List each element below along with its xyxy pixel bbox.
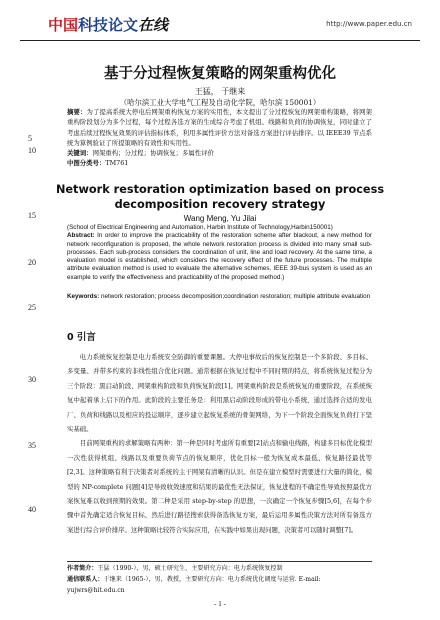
- authors-en: Wang Meng, Yu Jilai: [183, 214, 257, 223]
- site-url-link[interactable]: http://www.paper.edu.cn: [326, 20, 412, 28]
- body-paragraph: 电力系统恢复控制是电力系统安全防御的重要课题。大停电事故后的恢复控制是一个多阶段、多目标、多变量、并带多约束的非线性组合优化问题。通常根据在恢复过程中不同时期的特点，将系统恢复过程分为三个阶段：黑启动阶段、网架重构阶段和负荷恢复阶段[1]。网架重构阶段是系统恢复的重要阶段，在系统恢复中起着承上启下的作用。此阶段的主要任务是：利用黑启动阶段形成的带电小系统，通过选择合适的发电厂、负荷和线路以及相应的投运顺序，逐步建立起恢复系统的骨架网络，为下一个阶段全面恢复负荷打下坚实基础。: [67, 353, 372, 434]
- abstract-en: [67, 224, 372, 282]
- abstract-zh-text: 为了提高系统大停电后网架重构恢复方案的实用性，本文提出了分过程恢复的网架重构策略，将网架重构阶段划分为多个过程，每个过程各选方案的生成综合考虑了机组、线路和负荷的协调恢复，同时建立了考虑后续过程恢复效果的评估指标体系，利用多属性评价方法对备选方案进行评估排序。以 IEEE39 节点系统为算例验证了所提策略的有效性和实用性。: [67, 108, 373, 147]
- line-number: 15: [28, 211, 36, 220]
- paper-title-en-line2: decomposition recovery strategy: [114, 197, 326, 211]
- paper-title-zh: 基于分过程恢复策略的网架重构优化: [104, 66, 336, 82]
- line-number: 20: [28, 258, 36, 267]
- body-paragraph: 目前网架重构的求解策略有两种：第一种是同时考虑所有重要[2]站点和输电线路，构建多目标优化模型一次性获得机组、线路以及重要负荷节点的恢复顺序，优化目标一般为恢复成本最低、恢复路径最优等[2,3]。这种策略有利于决策者对系统的主干网架有清晰的认识。但是在建立模型时需要进行大量的简化，模型的 NP-complete 问题[4]是导致收敛速度和结果的最优性无法保证，恢复进程的不确定性导致按照最优方案恢复难以收到预期的效果。第二种是采用 step-by-step 的思想，一次确定一个恢复步骤[5,6]，在每个步骤中首先确定适合恢复目标，然后进行路径搜索获得备选恢复方案，最后运用多属性决策方法对所有备选方案进行综合评价排序。这种策略比较符合实际应用，在实践中如果出现问题，决策者可以随时调整[7]。: [67, 439, 372, 534]
- keywords-zh-text: 网架重构；分过程；协调恢复；多属性评价: [92, 149, 214, 157]
- clc-zh: [67, 158, 372, 168]
- abstract-en-text: In order to improve the practicability of the restoration scheme after blackout, a new method for network reconfiguration is proposed, the whole network restoration process is divided into many small sub-processes. Each sub-process considers the coordination of unit, line and load recovery. At the same time, a evaluation model is established, which considers the recovery effect of the future processes. The multiple attribute evaluation method is used to evaluate the alternative schemes. IEEE 39-bus system is used as an example to verify the effectiveness and practicability of the proposed method.): [67, 232, 372, 281]
- body-text: [67, 350, 372, 537]
- keywords-en-label: Keywords:: [67, 293, 100, 300]
- keywords-zh: [67, 148, 372, 158]
- keywords-en-text: network restoration; process decomposition;coordination restoration; multiple attribute evaluation: [100, 293, 371, 300]
- site-logo[interactable]: 中国科技论文在线: [48, 16, 169, 34]
- keywords-zh-label: 关键词：: [67, 149, 93, 157]
- authors-zh: 王猛， 于继来: [194, 87, 246, 96]
- affiliation-zh: （哈尔滨工业大学电气工程及自动化学院，哈尔滨 150001）: [119, 98, 321, 107]
- abstract-zh-label: 摘要：: [67, 108, 87, 116]
- line-number: 35: [28, 441, 36, 450]
- footnotes: [67, 561, 372, 596]
- affiliation-en: (School of Electrical Engineering and Automation, Harbin Institute of Technology,Harbin150001): [67, 224, 333, 231]
- line-number: 25: [28, 303, 36, 312]
- section-title-intro: 0 引言: [67, 332, 96, 343]
- paper-title-en-line1: Network restoration optimization based on process: [55, 183, 385, 196]
- line-number: 30: [28, 375, 36, 384]
- keywords-en: [67, 293, 372, 301]
- clc-zh-text: TM761: [105, 159, 129, 167]
- footnote-corresponding-author: 通信联系人：于继来（1965-），男，教授，主要研究方向：电力系统优化调度与运营. E-mail: yujwrs@hit.edu.cn: [67, 576, 321, 594]
- line-number: 40: [28, 505, 36, 514]
- page-number: - 1 -: [214, 600, 226, 608]
- abstract-en-label: Abstract:: [67, 232, 95, 240]
- line-number: 5: [28, 134, 32, 143]
- clc-zh-label: 中图分类号：: [67, 159, 106, 167]
- line-number: 10: [28, 146, 36, 155]
- page-header: [20, 6, 420, 41]
- abstract-zh: [67, 107, 372, 148]
- paper-title-en: [0, 183, 440, 212]
- footnote-author-bio: 作者简介：王猛（1990-），男，硕士研究生，主要研究方向：电力系统恢复控制: [67, 565, 283, 572]
